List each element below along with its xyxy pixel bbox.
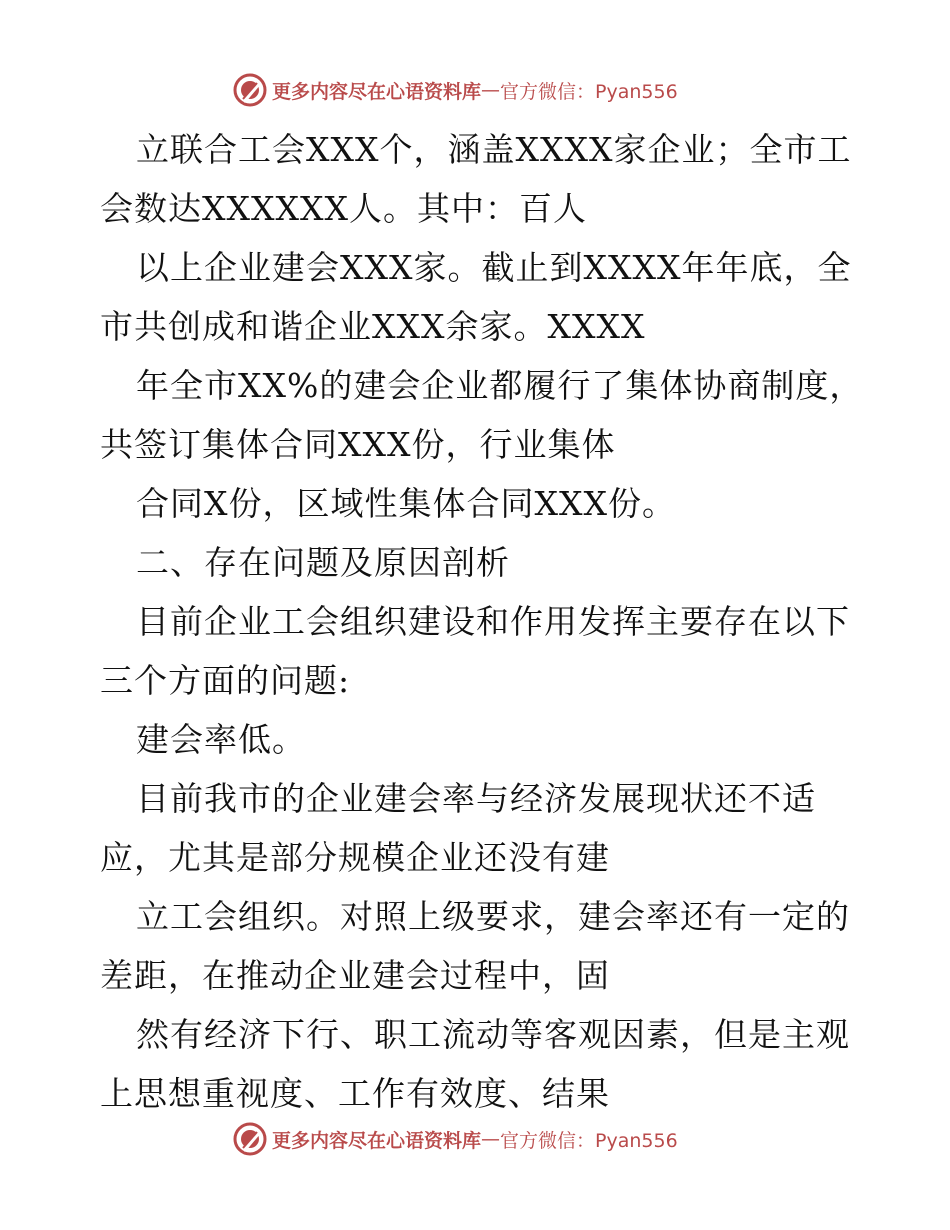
- text-line: 立工会组织。对照上级要求，建会率还有一定的: [136, 897, 850, 936]
- text-line: 年全市XX%的建会企业都履行了集体协商制度，: [136, 366, 864, 405]
- subheading: 建会率低。: [136, 720, 306, 759]
- text-line: 以上企业建会XXX家。截止到XXXX年年底，全: [136, 248, 852, 287]
- text-line: 会数达XXXXXX人。其中：百人: [100, 189, 587, 228]
- text-line: 应，尤其是部分规模企业还没有建: [100, 838, 610, 877]
- text-line: 差距，在推动企业建会过程中，固: [100, 956, 610, 995]
- text-line: 市共创成和谐企业XXX余家。XXXX: [100, 307, 646, 346]
- pen-circle-icon: [232, 1121, 268, 1157]
- text-line: 合同X份，区域性集体合同XXX份。: [136, 484, 676, 523]
- text-line: 上思想重视度、工作有效度、结果: [100, 1074, 610, 1113]
- watermark-main-text: 更多内容尽在心语资料库: [272, 80, 482, 103]
- text-line: 目前我市的企业建会率与经济发展现状还不适: [136, 779, 816, 818]
- body-text: [100, 120, 864, 1123]
- watermark-banner-bottom: [232, 1121, 712, 1157]
- text-line: 然有经济下行、职工流动等客观因素，但是主观: [136, 1015, 850, 1054]
- section-heading: 二、存在问题及原因剖析: [136, 543, 510, 582]
- text-line: 共签订集体合同XXX份，行业集体: [100, 425, 616, 464]
- watermark-suffix: 官方微信：Pyan556: [500, 1129, 678, 1152]
- text-line: 目前企业工会组织建设和作用发挥主要存在以下: [136, 602, 850, 641]
- text-line: 三个方面的问题:: [100, 661, 351, 700]
- watermark-dash: —: [481, 1128, 501, 1150]
- pen-circle-icon: [232, 72, 268, 108]
- text-line: 立联合工会XXX个，涵盖XXXX家企业；全市工: [136, 130, 852, 169]
- watermark-dash: —: [481, 79, 501, 101]
- watermark-main-text: 更多内容尽在心语资料库: [272, 1129, 482, 1152]
- watermark-suffix: 官方微信：Pyan556: [500, 80, 678, 103]
- watermark-banner-top: [232, 72, 712, 108]
